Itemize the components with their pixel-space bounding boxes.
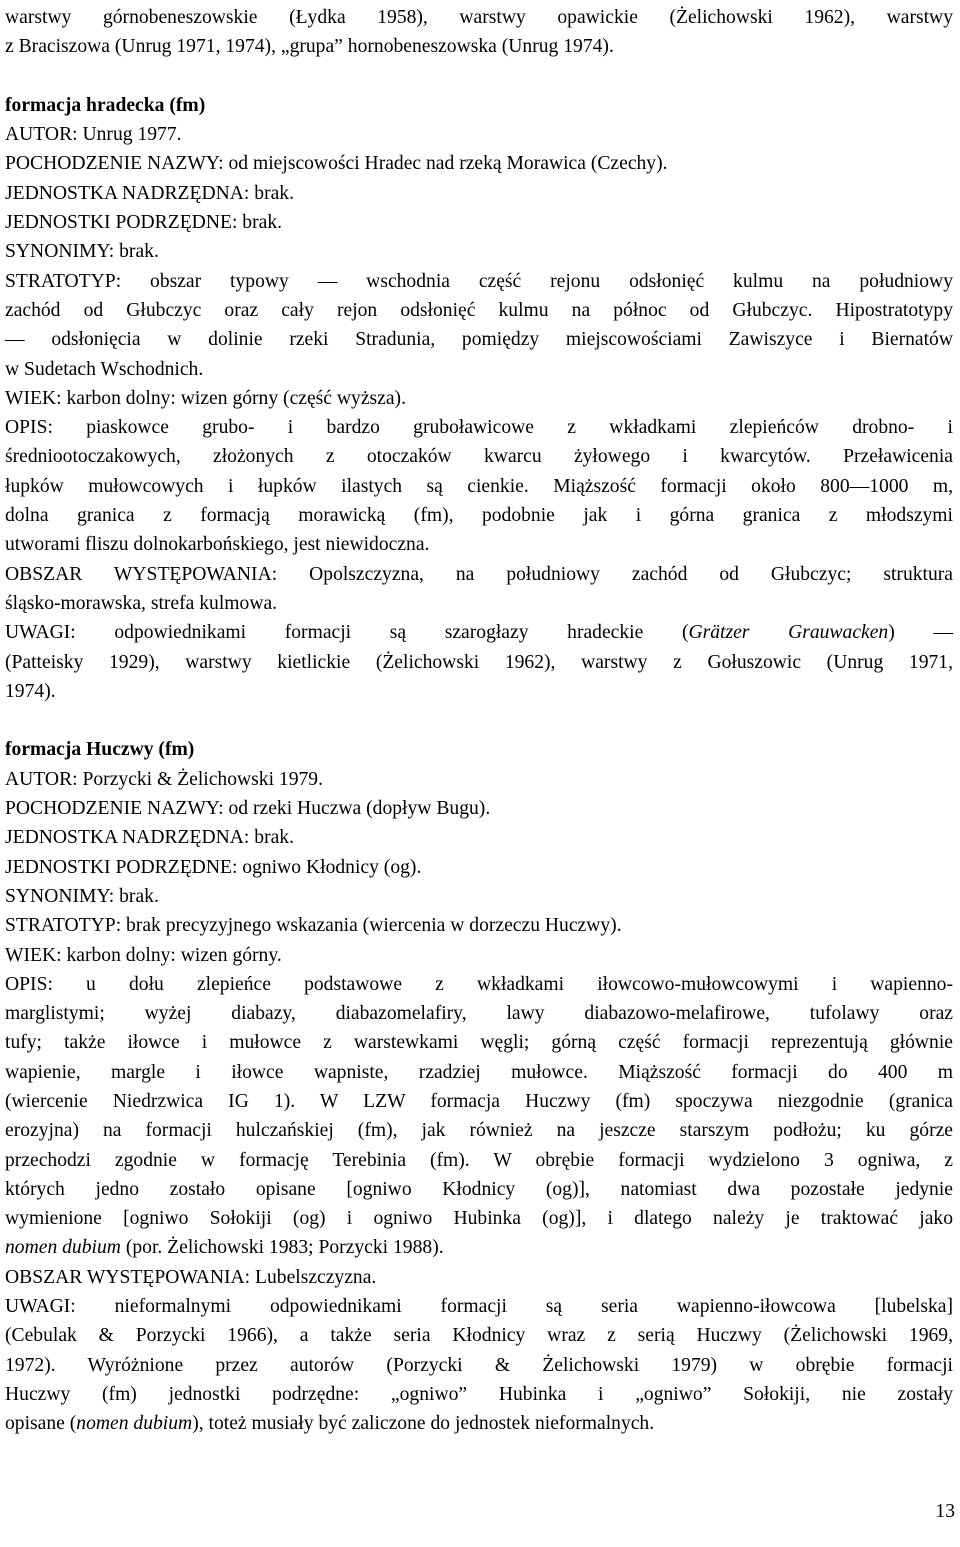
name-origin-line: POCHODZENIE NAZWY: od miejscowości Hradec nad rzeką Morawica (Czechy). xyxy=(5,153,668,175)
synonyms-line: SYNONIMY: brak. xyxy=(5,885,159,907)
age-line: WIEK: karbon dolny: wizen górny (część wyższa). xyxy=(5,387,406,409)
sub-units-line: JEDNOSTKI PODRZĘDNE: brak. xyxy=(5,212,283,234)
description-line: tufy; także iłowce i mułowce z warstewkami węgli; górną część formacji reprezentują głównie xyxy=(5,1032,953,1054)
description-line: wapienie, margle i iłowce wapniste, rzadziej mułowce. Miąższość formacji do 400 m xyxy=(5,1061,953,1083)
page-number: 13 xyxy=(935,1501,955,1522)
description-line: OPIS: u dołu zlepieńce podstawowe z wkładkami iłowcowo-mułowcowymi i wapienno- xyxy=(5,973,953,995)
remarks-line: UWAGI: nieformalnymi odpowiednikami formacji są seria wapienno-iłowcowa [lubelska] xyxy=(5,1296,953,1318)
remarks-line: Huczwy (fm) jednostki podrzędne: „ogniwo” Hubinka i „ogniwo” Sołokiji, nie zostały xyxy=(5,1383,953,1405)
section-heading: formacja hradecka (fm) xyxy=(5,94,206,116)
description-line: marglistymi; wyżej diabazy, diabazomelafiry, lawy diabazowo-melafirowe, tufolawy oraz xyxy=(5,1003,953,1025)
description-line: erozyjna) na formacji hulczańskiej (fm), jak również na jeszcze starszym podłożu; ku górze xyxy=(5,1120,953,1142)
remarks-line: opisane (nomen dubium), toteż musiały być zaliczone do jednostek nieformalnych. xyxy=(5,1413,655,1435)
author-line: AUTOR: Porzycki & Żelichowski 1979. xyxy=(5,768,324,790)
document-page xyxy=(5,0,953,1439)
area-line: OBSZAR WYSTĘPOWANIA: Opolszczyzna, na południowy zachód od Głubczyc; struktura xyxy=(5,563,953,585)
stratotype-line: STRATOTYP: obszar typowy — wschodnia część rejonu odsłonięć kulmu na południowy xyxy=(5,270,953,292)
remarks-line: (Cebulak & Porzycki 1966), a także seria Kłodnicy wraz z serią Huczwy (Żelichowski 1969, xyxy=(5,1325,953,1347)
name-origin-line: POCHODZENIE NAZWY: od rzeki Huczwa (dopływ Bugu). xyxy=(5,798,491,820)
description-line: wymienione [ogniwo Sołokiji (og) i ogniwo Hubinka (og)], i dlatego należy je traktować jako xyxy=(5,1208,953,1230)
area-line: śląsko-morawska, strefa kulmowa. xyxy=(5,592,278,614)
stratotype-line: — odsłonięcia w dolinie rzeki Stradunia, pomiędzy miejscowościami Zawiszyce i Biernatów xyxy=(5,329,953,351)
author-line: AUTOR: Unrug 1977. xyxy=(5,124,182,146)
description-line: OPIS: piaskowce grubo- i bardzo gruboławicowe z wkładkami zlepieńców drobno- i xyxy=(5,417,953,439)
description-line: nomen dubium (por. Żelichowski 1983; Porzycki 1988). xyxy=(5,1237,444,1259)
remarks-line: UWAGI: odpowiednikami formacji są szarogłazy hradeckie (Grätzer Grauwacken) — xyxy=(5,622,953,644)
description-line: utworami fliszu dolnokarbońskiego, jest niewidoczna. xyxy=(5,534,430,556)
text-line: warstwy górnobeneszowskie (Łydka 1958), warstwy opawickie (Żelichowski 1962), warstwy xyxy=(5,7,953,28)
description-line: dolna granica z formacją morawicką (fm), podobnie jak i górna granica z młodszymi xyxy=(5,505,953,527)
remarks-line: (Patteisky 1929), warstwy kietlickie (Żelichowski 1962), warstwy z Gołuszowic (Unrug 1971, xyxy=(5,651,953,673)
parent-unit-line: JEDNOSTKA NADRZĘDNA: brak. xyxy=(5,827,294,849)
parent-unit-line: JEDNOSTKA NADRZĘDNA: brak. xyxy=(5,182,294,204)
remarks-line: 1974). xyxy=(5,680,56,702)
description-line: łupków mułowcowych i łupków ilastych są cienkie. Miąższość formacji około 800—1000 m, xyxy=(5,475,953,497)
stratotype-line: w Sudetach Wschodnich. xyxy=(5,358,204,380)
description-line: średniootoczakowych, złożonych z otoczaków kwarcu żyłowego i kwarcytów. Przeławicenia xyxy=(5,446,953,468)
sub-units-line: JEDNOSTKI PODRZĘDNE: ogniwo Kłodnicy (og). xyxy=(5,856,422,878)
remarks-line: 1972). Wyróżnione przez autorów (Porzycki & Żelichowski 1979) w obrębie formacji xyxy=(5,1354,953,1376)
description-line: (wiercenie Niedrzwica IG 1). W LZW formacja Huczwy (fm) spoczywa niezgodnie (granica xyxy=(5,1090,953,1112)
synonyms-line: SYNONIMY: brak. xyxy=(5,241,159,263)
area-line: OBSZAR WYSTĘPOWANIA: Lubelszczyzna. xyxy=(5,1266,377,1288)
text-line: z Braciszowa (Unrug 1971, 1974), „grupa” hornobeneszowska (Unrug 1974). xyxy=(5,36,614,58)
stratotype-line: STRATOTYP: brak precyzyjnego wskazania (wiercenia w dorzeczu Huczwy). xyxy=(5,915,622,937)
section-heading: formacja Huczwy (fm) xyxy=(5,739,195,761)
stratotype-line: zachód od Głubczyc oraz cały rejon odsłonięć kulmu na północ od Głubczyc. Hipostratotypy xyxy=(5,299,953,321)
age-line: WIEK: karbon dolny: wizen górny. xyxy=(5,944,282,966)
description-line: których jedno zostało opisane [ogniwo Kłodnicy (og)], natomiast dwa pozostałe jedynie xyxy=(5,1178,953,1200)
description-line: przechodzi zgodnie w formację Terebinia (fm). W obrębie formacji wydzielono 3 ogniwa, z xyxy=(5,1149,953,1171)
